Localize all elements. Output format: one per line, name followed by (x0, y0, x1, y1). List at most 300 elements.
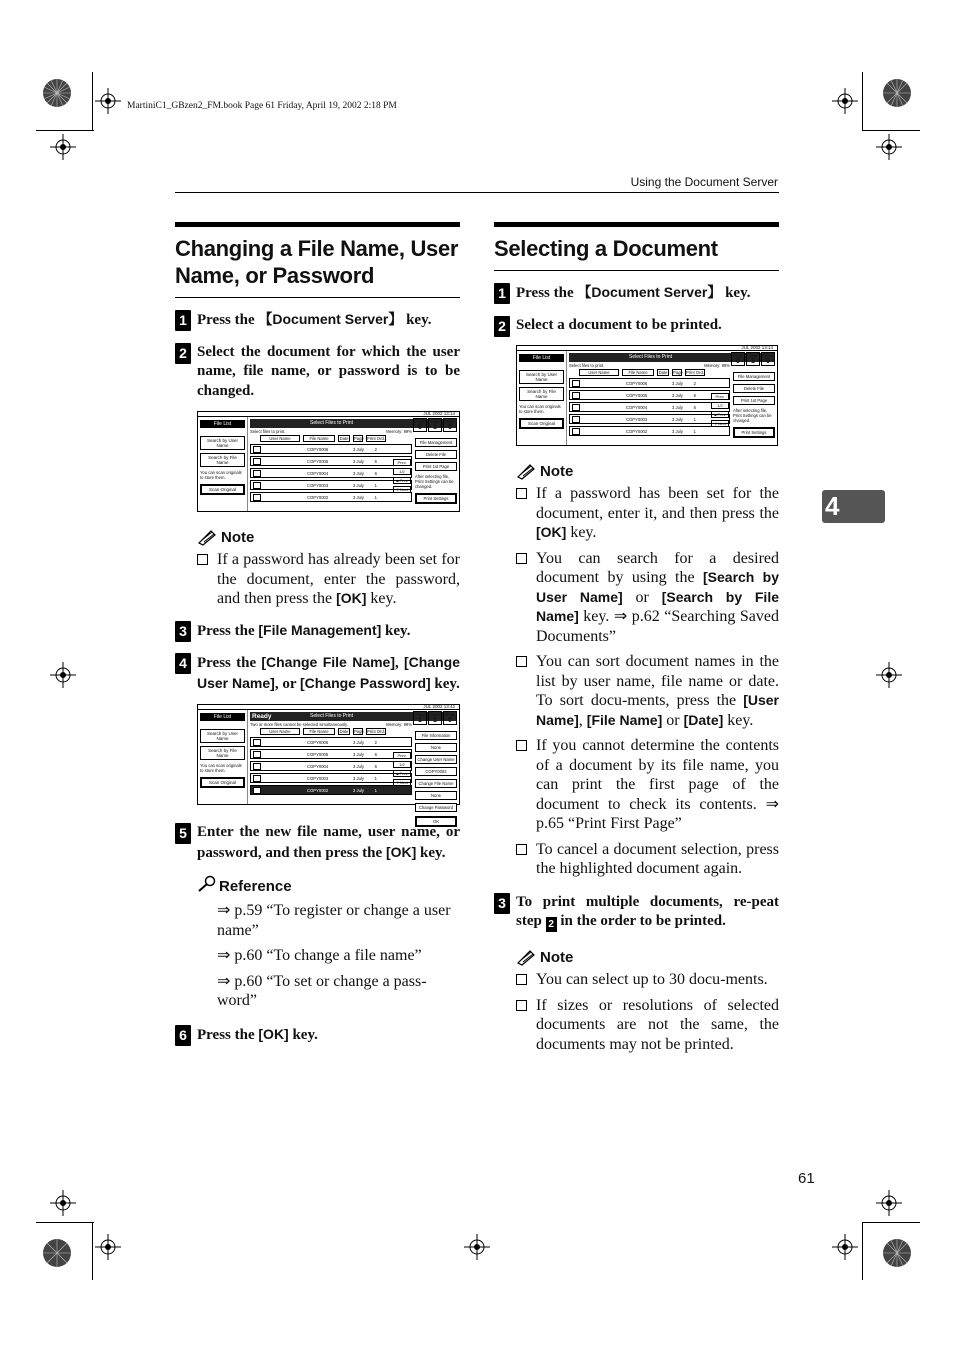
file-name: COPY0002 (307, 494, 329, 500)
step-text: , (395, 655, 404, 671)
step-4 (175, 653, 460, 694)
file-date: 3 July (353, 482, 364, 488)
list-item (516, 652, 779, 730)
crop-mark (862, 72, 863, 130)
crop-mark (36, 130, 94, 131)
table-row[interactable] (250, 456, 412, 466)
page-count: 6 (693, 392, 696, 398)
key-label: [File Management] (258, 621, 382, 638)
list-item (516, 549, 779, 647)
step-number: 5 (175, 823, 191, 844)
settings-hint: After selecting file, Print Settings can be changed. (733, 408, 772, 423)
page-count: 6 (374, 458, 377, 464)
checkbox-icon (197, 554, 208, 565)
counter-value: 1 (433, 717, 437, 724)
screen-body (198, 417, 459, 511)
note-text: If a password has been set for the document, enter it, and then press the (536, 485, 779, 522)
counter-value: 0 (448, 424, 452, 431)
function-button[interactable]: None (415, 791, 457, 800)
key-label: [Change User Name] (197, 654, 460, 691)
page-count: 1 (374, 482, 377, 488)
table-row[interactable] (250, 492, 412, 502)
file-date: 3 July (672, 404, 683, 410)
screen-sidebar (517, 351, 567, 445)
reference-link[interactable]: ⇒ p.60 “To set or change a pass-word” (217, 972, 427, 1009)
page-count: 1 (693, 416, 696, 422)
file-name: COPY0003 (626, 416, 648, 422)
document-icon (572, 380, 580, 387)
reference-heading (197, 875, 460, 897)
reference-link[interactable]: ⇒ p.60 “To change a file name” (217, 947, 422, 964)
registration-wheel-icon (882, 1238, 912, 1268)
note-heading (516, 949, 779, 966)
page-counter (731, 352, 775, 366)
scan-hint: You can scan originals to store them. (200, 470, 242, 480)
scan-original-button[interactable]: Scan Original (200, 777, 245, 788)
list-item (516, 970, 779, 990)
counter-value: 0 (448, 717, 452, 724)
screen-select-document (516, 345, 778, 446)
list-item (516, 736, 779, 834)
counter-cell (443, 711, 457, 725)
note-title: Note (540, 949, 574, 966)
column-sort-button[interactable]: User Name (260, 728, 300, 735)
document-icon (572, 392, 580, 399)
step-2 (494, 316, 779, 336)
function-button[interactable]: COPY0002 (415, 767, 457, 776)
function-button[interactable]: Delete File (733, 384, 775, 393)
note-text: You can select up to 30 docu-ments. (536, 971, 768, 988)
scan-hint: You can scan originals to store them. (519, 404, 561, 414)
page-count: 2 (693, 380, 696, 386)
file-date: 3 July (353, 763, 364, 769)
counter-cell (413, 711, 427, 725)
step-text: Select a document to be printed. (516, 316, 722, 333)
function-button[interactable]: Print 1st Page (733, 396, 775, 405)
step-reference: 2 (546, 917, 557, 932)
pager-button[interactable]: 1/2 (393, 761, 411, 768)
counter-label: Page (733, 353, 743, 358)
counter-cell (428, 418, 442, 432)
document-icon (572, 428, 580, 435)
screen-sidebar (198, 417, 248, 511)
table-row[interactable] (569, 378, 730, 388)
screen-main (248, 417, 459, 511)
page-count: 2 (374, 446, 377, 452)
print-settings-button[interactable]: OK (415, 816, 457, 827)
document-icon (572, 404, 580, 411)
file-name: COPY0004 (626, 404, 648, 410)
step-number: 2 (494, 316, 510, 337)
pager-button[interactable]: Prev. (393, 752, 411, 759)
pager (711, 391, 729, 429)
right-column (494, 222, 779, 1060)
document-icon (253, 751, 261, 758)
scan-original-button[interactable]: Scan Original (519, 418, 564, 429)
search-button[interactable]: Search by User Name (200, 729, 245, 743)
reference-title: Reference (219, 877, 292, 895)
step-text: in the order to be printed. (556, 913, 726, 929)
magnifier-icon (197, 875, 217, 897)
info-text: Select files to print. (250, 429, 286, 434)
column-sort-button[interactable]: Date (339, 729, 349, 734)
screen-file-list (197, 411, 460, 512)
document-icon (253, 775, 261, 782)
function-button[interactable]: File Management (733, 372, 775, 381)
key-label: [OK] (258, 1025, 289, 1042)
key-label: [Date] (683, 711, 724, 728)
screen-main (567, 351, 777, 445)
pencil-icon (516, 950, 536, 966)
file-date: 3 July (353, 470, 364, 476)
file-name: COPY0006 (307, 739, 329, 745)
table-row[interactable] (250, 480, 412, 490)
table-row[interactable] (569, 426, 730, 436)
document-icon (253, 763, 261, 770)
file-name: COPY0004 (307, 470, 329, 476)
document-icon (253, 739, 261, 746)
page-count: 6 (374, 763, 377, 769)
function-button[interactable]: Delete File (415, 450, 457, 459)
step-text: To print multiple documents, re-peat step (516, 893, 779, 929)
pager-button[interactable]: ▼Next (393, 486, 411, 493)
file-date: 3 July (672, 416, 683, 422)
table-row[interactable] (250, 468, 412, 478)
screen-body (198, 710, 459, 824)
running-head: Using the Document Server (630, 175, 778, 189)
note-text: key. (566, 524, 597, 541)
screen-right-panel (733, 369, 775, 441)
note-text: or (622, 588, 662, 606)
note-heading (516, 463, 779, 480)
file-date: 3 July (353, 739, 364, 745)
note-text: If a password has already been set for the document, enter the password, and then press the (217, 551, 460, 607)
step-text: Enter the new file name, user name, or password, and then press the (197, 824, 460, 861)
column-sort-button[interactable]: File Name (622, 369, 654, 376)
column-sort-button[interactable]: File Name (303, 435, 335, 442)
pager-button[interactable]: ▲Prev. (711, 411, 729, 418)
note-text: If you cannot determine the contents of a document by its file name, you can print the first page of the document to check its contents. ⇒ p.65 “Print First Page” (536, 737, 779, 832)
step-number: 1 (175, 310, 191, 331)
step-2 (175, 343, 460, 402)
page-counter (413, 711, 457, 725)
crop-mark (862, 1222, 920, 1223)
checkbox-icon (516, 974, 527, 985)
search-button[interactable]: Search by User Name (200, 436, 245, 450)
checkbox-icon (516, 844, 527, 855)
column-sort-button[interactable]: Page (673, 370, 683, 375)
key-label: 【Document Server】 (258, 311, 403, 327)
key-label: [Search by User Name] (536, 569, 780, 605)
key-label: [File Name] (586, 711, 663, 728)
counter-label: Total (748, 353, 758, 358)
screen-right-panel (415, 435, 457, 507)
pager (393, 750, 411, 788)
counter-value: 1 (418, 717, 422, 724)
table-row[interactable] (250, 773, 412, 783)
header-rule (175, 192, 779, 193)
file-date: 3 July (353, 446, 364, 452)
step-6 (175, 1025, 460, 1046)
crosshair-icon (876, 662, 902, 688)
search-button[interactable]: Search by File Name (519, 387, 564, 401)
page-count: 1 (374, 787, 377, 793)
note-list (516, 970, 779, 1054)
counter-value: 0 (418, 424, 422, 431)
step-5 (175, 823, 460, 863)
screen-body (517, 351, 777, 445)
pager-button[interactable]: ▼Next (393, 779, 411, 786)
crosshair-icon (876, 134, 902, 160)
scan-hint: You can scan originals to store them. (200, 763, 242, 773)
crop-mark (92, 1222, 93, 1280)
column-sort-button[interactable]: User Name (579, 369, 619, 376)
screen-clock: JUL 2002 13:42 (423, 704, 455, 709)
list-item (516, 840, 779, 879)
screen-file-management (197, 704, 460, 824)
file-date: 3 July (672, 428, 683, 434)
note-text: , (578, 711, 587, 729)
key-label: 【Document Server】 (577, 284, 722, 300)
step-text: Press the (197, 1026, 259, 1043)
crop-mark (92, 72, 93, 130)
checkbox-icon (516, 740, 527, 751)
column-sort-button[interactable]: Date (658, 370, 668, 375)
function-button[interactable]: Change File Name (415, 779, 457, 788)
key-label: [OK] (536, 524, 567, 540)
list-item (516, 484, 779, 543)
pager-button[interactable]: ▲Prev. (393, 477, 411, 484)
step-text: , or (274, 675, 300, 692)
table-row[interactable] (569, 402, 730, 412)
document-icon (572, 416, 580, 423)
pager-button[interactable]: 1/2 (711, 402, 729, 409)
step-text: key. (288, 1026, 318, 1043)
section-title: Selecting a Document (494, 222, 779, 271)
file-list-tab[interactable]: File List (200, 420, 245, 428)
table-row[interactable] (250, 737, 412, 747)
crosshair-icon (50, 1190, 76, 1216)
key-label: [Change File Name] (261, 654, 395, 670)
info-text: Two or more files cannot be selected simultaneously. (250, 722, 348, 727)
file-name: COPY0005 (307, 458, 329, 464)
file-date: 3 July (353, 494, 364, 500)
step-text: Press the (197, 312, 259, 328)
crosshair-icon (832, 1234, 858, 1260)
crosshair-icon (876, 1190, 902, 1216)
note-heading (197, 529, 460, 546)
crosshair-icon (95, 88, 121, 114)
screen-message: Select Files to Print (310, 713, 354, 719)
pager (393, 457, 411, 495)
counter-cell (761, 352, 775, 366)
registration-wheel-icon (42, 1238, 72, 1268)
note-title: Note (221, 529, 255, 546)
page-count: 6 (374, 751, 377, 757)
step-text: Press the (197, 622, 259, 639)
document-icon (253, 787, 261, 794)
function-button[interactable]: File Management (415, 438, 457, 447)
pager-button[interactable]: ▼Next (711, 420, 729, 427)
crop-mark (862, 1222, 863, 1280)
function-button[interactable]: None (415, 743, 457, 752)
file-name: COPY0003 (307, 775, 329, 781)
table-row[interactable] (250, 749, 412, 759)
note-text: or (662, 711, 684, 729)
note-text: key. (723, 711, 754, 729)
note-title: Note (540, 463, 574, 480)
list-item (516, 996, 779, 1055)
checkbox-icon (516, 488, 527, 499)
step-text: Press the (516, 285, 578, 301)
file-name: COPY0002 (307, 787, 329, 793)
note-text: If sizes or resolutions of selected documents are not the same, the documents may not be printed. (536, 996, 779, 1053)
column-sort-button[interactable]: Print Ord. (367, 729, 385, 734)
screen-clock: JUL 2002 13:14 (423, 411, 455, 416)
file-date: 3 July (353, 751, 364, 757)
crosshair-icon (50, 134, 76, 160)
pencil-icon (516, 464, 536, 480)
key-label: [Change Password] (299, 674, 431, 691)
key-label: [Search by File Name] (536, 588, 779, 624)
note-text: key. (366, 590, 397, 607)
note-text: You can search for a desired document by using the (536, 549, 779, 586)
screen-message: Select Files to Print (310, 420, 354, 426)
file-name: COPY0002 (626, 428, 648, 434)
step-1 (175, 310, 460, 331)
search-button[interactable]: Search by File Name (200, 746, 245, 760)
crosshair-icon (464, 1234, 490, 1260)
pager-button[interactable]: ▲Prev. (393, 770, 411, 777)
column-sort-button[interactable]: User Name (260, 435, 300, 442)
page-counter (413, 418, 457, 432)
screen-message: Select Files to Print (629, 354, 673, 360)
table-row[interactable] (569, 390, 730, 400)
key-label: [OK] (385, 843, 417, 860)
pager-button[interactable]: Prev. (393, 459, 411, 466)
document-icon (253, 470, 261, 477)
section-title: Changing a File Name, User Name, or Password (175, 222, 460, 298)
step-number: 3 (175, 621, 191, 642)
reference-link[interactable]: ⇒ p.59 “To register or change a user name” (217, 902, 451, 939)
function-button[interactable]: Change User Name (415, 755, 457, 764)
file-name: COPY0006 (626, 380, 648, 386)
function-button[interactable]: File Information (415, 731, 457, 740)
crop-mark (36, 1222, 94, 1223)
memory-text: Memory: 99% (386, 722, 412, 727)
memory-text: Memory: 99% (704, 363, 730, 368)
counter-value: 0 (766, 358, 770, 365)
info-text: Select files to print. (569, 363, 605, 368)
crosshair-icon (95, 1234, 121, 1260)
left-column (175, 222, 460, 1045)
counter-value: 0 (736, 358, 740, 365)
file-date: 3 July (353, 775, 364, 781)
file-name: COPY0004 (307, 763, 329, 769)
print-settings-button[interactable]: Print Settings (733, 427, 775, 438)
file-list-tab[interactable]: File List (519, 354, 564, 362)
print-meta: MartiniC1_GBzen2_FM.book Page 61 Friday, April 19, 2002 2:18 PM (127, 101, 397, 111)
step-text: key. (402, 312, 432, 328)
document-icon (253, 482, 261, 489)
file-date: 3 July (353, 787, 364, 793)
pencil-icon (197, 530, 217, 546)
table-row[interactable] (250, 785, 412, 795)
note-list (197, 550, 460, 609)
step-number: 6 (175, 1025, 191, 1046)
screen-sidebar (198, 710, 248, 804)
column-sort-button[interactable]: Page (354, 436, 364, 441)
key-label: [OK] (336, 590, 367, 606)
file-name: COPY0005 (626, 392, 648, 398)
print-settings-button[interactable]: Print Settings (415, 493, 457, 504)
table-row[interactable] (569, 414, 730, 424)
counter-label: Page (415, 712, 425, 717)
table-row[interactable] (250, 444, 412, 454)
chapter-tab: 4 (822, 490, 885, 523)
ready-status: Ready (252, 713, 272, 720)
pager-button[interactable]: Prev. (711, 393, 729, 400)
step-text: key. (721, 285, 751, 301)
file-date: 3 July (672, 380, 683, 386)
counter-label: Total (430, 419, 440, 424)
function-button[interactable]: Change Password (415, 803, 457, 812)
registration-wheel-icon (42, 78, 72, 108)
counter-label: Total (430, 712, 440, 717)
list-item (197, 550, 460, 609)
page-count: 6 (374, 470, 377, 476)
step-1 (494, 283, 779, 304)
page-count: 1 (374, 494, 377, 500)
page-count: 1 (374, 775, 377, 781)
checkbox-icon (516, 553, 527, 564)
counter-cell (428, 711, 442, 725)
page-count: 2 (374, 739, 377, 745)
column-sort-button[interactable]: File Name (303, 728, 335, 735)
step-number: 2 (175, 343, 191, 364)
function-button[interactable]: Print 1st Page (415, 462, 457, 471)
counter-label: Page (415, 419, 425, 424)
key-label: [User Name] (536, 692, 779, 728)
step-text: Select the document for which the user name, file name, or password is to be changed. (197, 343, 460, 399)
table-row[interactable] (250, 761, 412, 771)
file-date: 3 July (353, 458, 364, 464)
screen-clock: JUL 2002 13:14 (741, 345, 773, 350)
column-sort-button[interactable]: Print Ord. (686, 370, 704, 375)
search-button[interactable]: Search by User Name (519, 370, 564, 384)
step-number: 3 (494, 893, 510, 914)
counter-label: Print (445, 419, 455, 424)
document-icon (253, 494, 261, 501)
note-text: You can sort document names in the list by user name, file name or date. To sort docu-ments, press the (536, 653, 779, 709)
pager-button[interactable]: 1/2 (393, 468, 411, 475)
file-list-tab[interactable]: File List (200, 713, 245, 721)
file-name: COPY0005 (307, 751, 329, 757)
column-sort-button[interactable]: Print Ord. (367, 436, 385, 441)
scan-original-button[interactable]: Scan Original (200, 484, 245, 495)
step-text: Press the (197, 655, 262, 671)
registration-wheel-icon (882, 78, 912, 108)
column-sort-button[interactable]: Date (339, 436, 349, 441)
counter-value: 1 (751, 358, 755, 365)
search-button[interactable]: Search by File Name (200, 453, 245, 467)
memory-text: Memory: 99% (386, 429, 412, 434)
step-3 (494, 893, 779, 933)
step-number: 4 (175, 653, 191, 674)
column-sort-button[interactable]: Page (354, 729, 364, 734)
screen-right-panel (415, 728, 457, 830)
note-text: key. ⇒ p.62 “Searching Saved Documents” (536, 608, 779, 645)
